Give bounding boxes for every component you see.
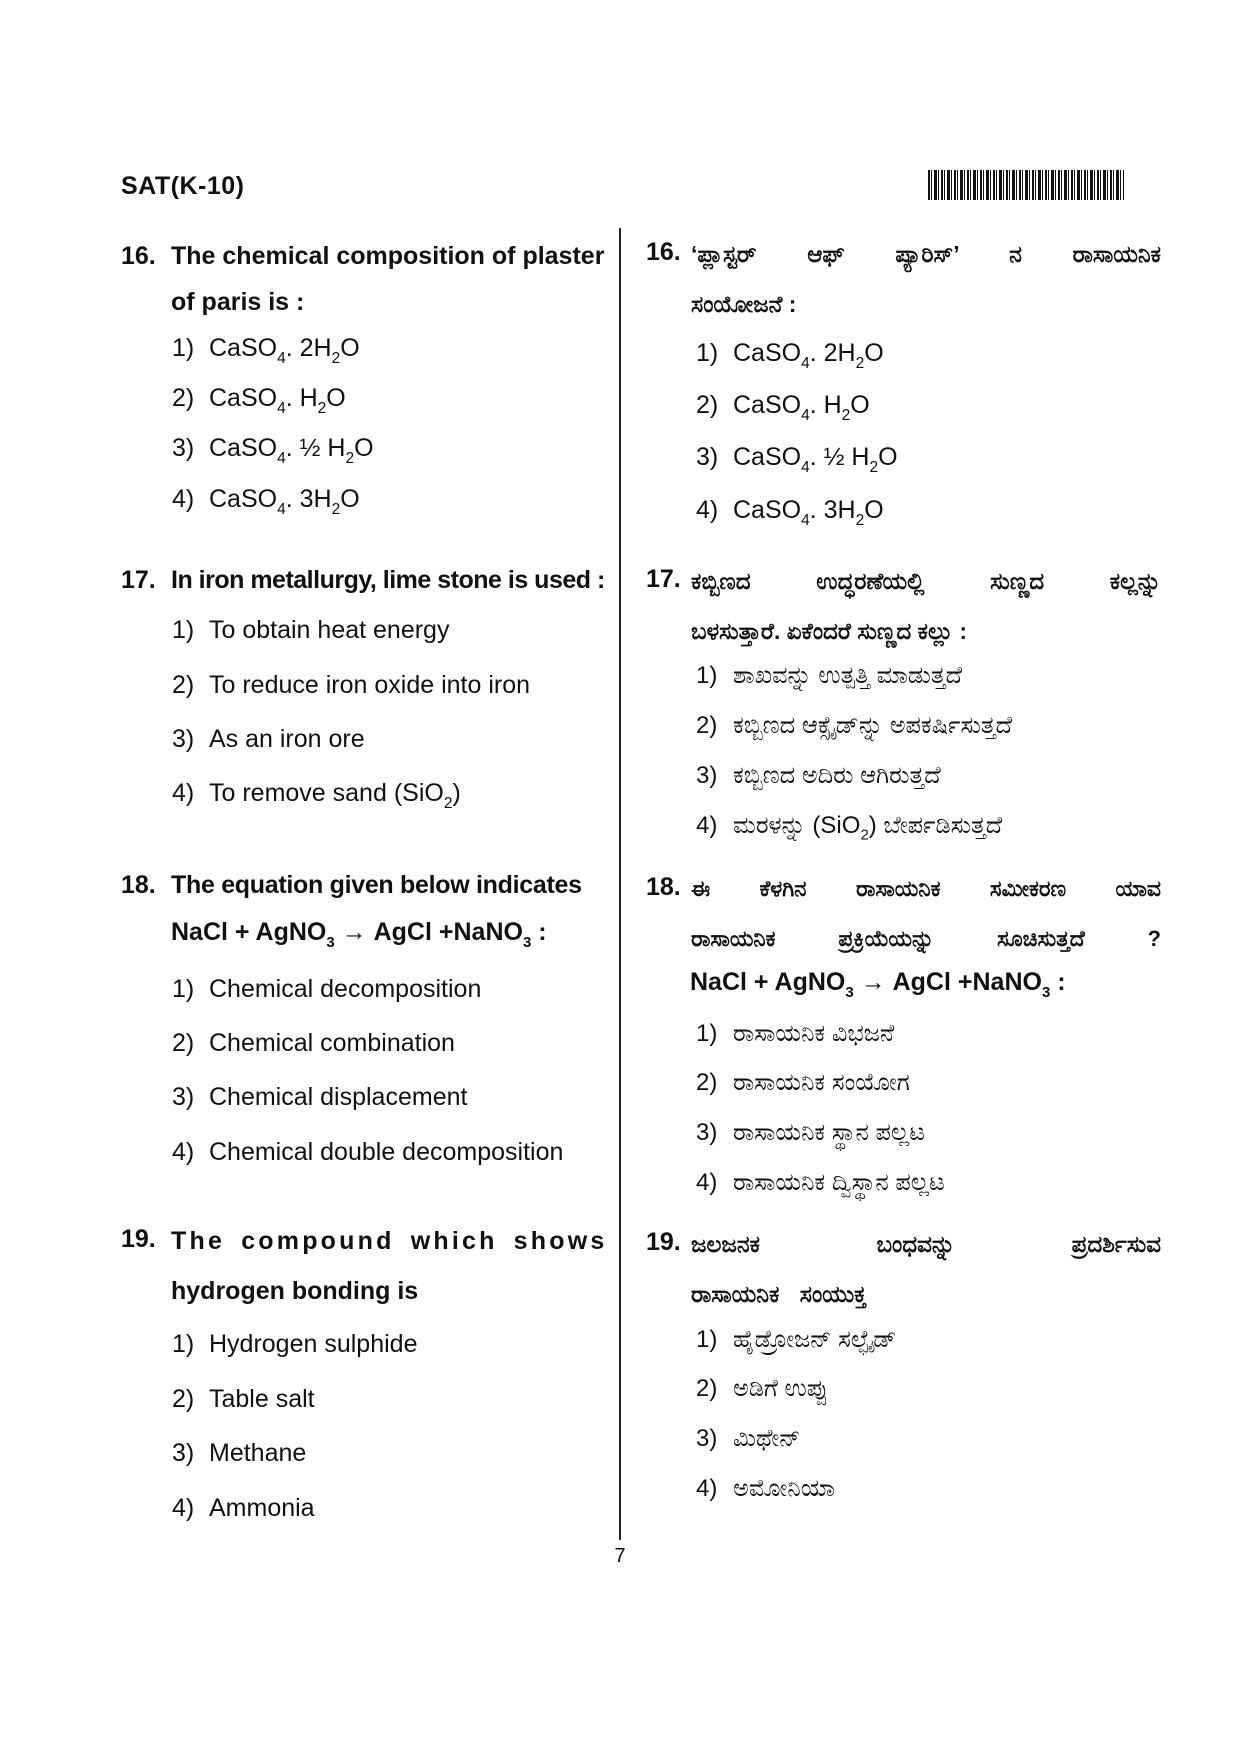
question-text <box>691 864 1161 964</box>
option-1: 1) ರಾಸಾಯನಿಕ ವಿಭಜನೆ <box>696 1020 895 1047</box>
question-line: In iron metallurgy, lime stone is used : <box>171 566 605 594</box>
option-3: 3) CaSO$_4$. ½ $H_2O$ <box>696 443 898 476</box>
option-1: 1) CaSO$_4$. $2H_2O$ <box>172 334 360 367</box>
question-number: 17. <box>121 566 156 594</box>
option-2: 2) CaSO$_4$. $H_2O$ <box>696 391 870 424</box>
question-line: The equation given below indicates <box>171 871 582 899</box>
option-2: 2) CaSO$_4$. $H_2O$ <box>172 384 346 417</box>
question-line: The chemical composition of plaster <box>171 242 605 270</box>
option-1: 1) ಹೈಡ್ರೋಜನ್ ಸಲ್ಫೈಡ್ <box>696 1326 897 1353</box>
chemical-equation: NaCl + AgNO$_3$ → AgCl +NaNO$_3$ : <box>171 918 547 951</box>
option-4: 4) ರಾಸಾಯನಿಕ ದ್ವಿಸ್ಥಾನ ಪಲ್ಲಟ <box>696 1169 945 1196</box>
question-number: 19. <box>121 1225 156 1253</box>
option-3: 3) As an iron ore <box>172 725 365 753</box>
option-4: 4) Chemical double decomposition <box>172 1138 564 1166</box>
barcode-image <box>928 170 1124 200</box>
question-line: ಜಲಜನಕ ಬಂಧವನ್ನು ಪ್ರದರ್ಶಿಸುವ <box>691 1231 1161 1257</box>
option-3: 3) ಕಬ್ಬಿಣದ ಅದಿರು ಆಗಿರುತ್ತದೆ <box>696 762 941 789</box>
option-4: 4) ಮರಳನ್ನು (SiO$_2$) ಬೇರ್ಪಡಿಸುತ್ತದೆ <box>696 812 1003 844</box>
question-line: The compound which shows <box>171 1227 608 1255</box>
question-number: 16. <box>121 242 156 270</box>
option-1: 1) To obtain heat energy <box>172 616 450 644</box>
question-number: 19. <box>646 1228 681 1256</box>
option-1: 1) Hydrogen sulphide <box>172 1330 418 1358</box>
option-2: 2) Table salt <box>172 1385 315 1413</box>
question-number: 17. <box>646 565 681 593</box>
option-4: 4) To remove sand (SiO$_2$) <box>172 779 461 812</box>
option-1: 1) CaSO$_4$. $2H_2O$ <box>696 339 884 372</box>
chemical-equation: NaCl + AgNO$_3$ → AgCl +NaNO$_3$ : <box>690 968 1066 1001</box>
option-1: 1) ಶಾಖವನ್ನು ಉತ್ಪತ್ತಿ ಮಾಡುತ್ತದೆ <box>696 662 963 689</box>
question-number: 16. <box>646 238 681 266</box>
question-line: ರಾಸಾಯನಿಕ ಸಂಯುಕ್ತ <box>691 1281 867 1307</box>
question-line: ಈ ಕೆಳಗಿನ ರಾಸಾಯನಿಕ ಸಮೀಕರಣ ಯಾವ <box>691 876 1161 901</box>
question-line: ‘ಪ್ಲಾಸ್ಟರ್ ಆಫ್ ಪ್ಯಾರಿಸ್’ ನ ರಾಸಾಯನಿಕ <box>691 241 1161 267</box>
option-4: 4) ಅಮೋನಿಯಾ <box>696 1475 835 1502</box>
option-2: 2) Chemical combination <box>172 1029 455 1057</box>
question-number: 18. <box>121 871 156 899</box>
exam-code: SAT(K-10) <box>121 172 245 200</box>
question-text <box>691 1219 1161 1319</box>
option-3: 3) Chemical displacement <box>172 1083 468 1111</box>
option-2: 2) ಅಡಿಗೆ ಉಪ್ಪು <box>696 1375 829 1402</box>
question-number: 18. <box>646 873 681 901</box>
option-2: 2) ಕಬ್ಬಿಣದ ಆಕ್ಸೈಡ್‌ನ್ನು ಅಪಕರ್ಷಿಸುತ್ತದೆ <box>696 712 1013 739</box>
option-3: 3) ರಾಸಾಯನಿಕ ಸ್ಥಾನ ಪಲ್ಲಟ <box>696 1119 926 1146</box>
option-2: 2) ರಾಸಾಯನಿಕ ಸಂಯೋಗ <box>696 1069 910 1096</box>
page-number: 7 <box>614 1545 626 1567</box>
question-line: ರಾಸಾಯನಿಕ ಪ್ರಕ್ರಿಯೆಯನ್ನು ಸೂಚಿಸುತ್ತದೆ ? <box>691 926 1161 951</box>
option-3: 3) CaSO$_4$. ½ $H_2O$ <box>172 434 374 467</box>
question-line: ಬಳಸುತ್ತಾರೆ. ಏಕೆಂದರೆ ಸುಣ್ಣದ ಕಲ್ಲು : <box>691 618 968 644</box>
question-text <box>691 556 1161 656</box>
option-4: 4) CaSO$_4$. $3H_2O$ <box>696 496 884 529</box>
option-1: 1) Chemical decomposition <box>172 975 482 1003</box>
option-2: 2) To reduce iron oxide into iron <box>172 671 531 699</box>
question-line: ಸಂಯೋಜನೆ : <box>691 291 797 317</box>
option-3: 3) ಮಿಥೇನ್ <box>696 1425 801 1452</box>
question-line: hydrogen bonding is <box>171 1277 419 1305</box>
question-text <box>691 229 1161 329</box>
option-3: 3) Methane <box>172 1439 307 1467</box>
option-4: 4) Ammonia <box>172 1494 315 1522</box>
option-4: 4) CaSO$_4$. $3H_2O$ <box>172 485 360 518</box>
question-line: ಕಬ್ಬಿಣದ ಉದ್ಧರಣೆಯಲ್ಲಿ ಸುಣ್ಣದ ಕಲ್ಲನ್ನು <box>691 568 1161 594</box>
question-line: of paris is : <box>171 288 305 316</box>
